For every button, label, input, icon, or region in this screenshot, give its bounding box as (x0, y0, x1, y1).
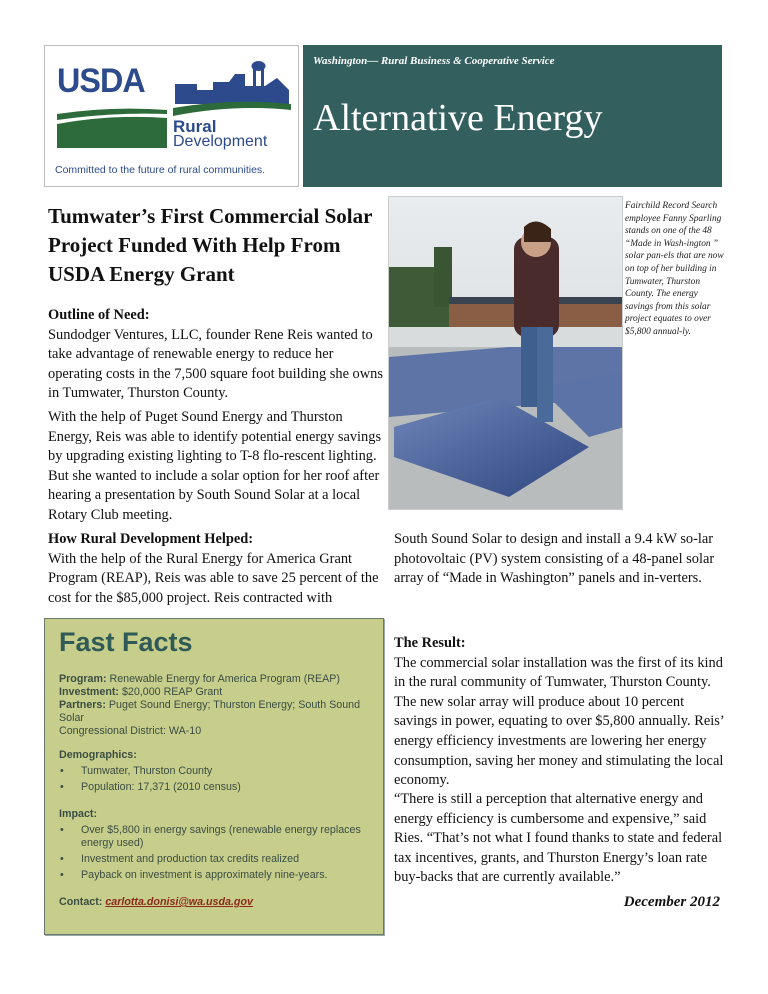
fast-facts-box (44, 618, 384, 935)
outline-paragraph-2 (48, 408, 384, 526)
article-headline: Tumwater’s First Commercial Solar Project Funded With Help From USDA Energy Grant (48, 204, 373, 286)
impact-list (59, 824, 377, 882)
outline-of-need-section (48, 306, 384, 404)
paragraph: With the help of Puget Sound Energy and Thurston Energy, Reis was able to identify potential energy savings by upgrading existing lighting to T-8 flo-rescent lighting. But she wanted to include a solar option for her roof after hearing a presentation by South Sound Solar at a local Rotary Club meeting. (48, 409, 382, 523)
rural-wordmark: Rural (173, 117, 217, 136)
list-item: • Payback on investment is approximately nine-years. (59, 869, 377, 882)
fast-facts-title: Fast Facts (59, 627, 193, 657)
photo-illustration (389, 197, 623, 510)
partners-line (59, 699, 377, 725)
quote-paragraph (394, 790, 728, 888)
page-title: Alternative Energy (313, 97, 603, 139)
list-item: • Population: 17,371 (2010 census) (59, 781, 377, 794)
header-band (303, 45, 722, 187)
fast-facts-body (59, 673, 377, 909)
program-line (59, 673, 377, 686)
town-skyline-icon (173, 60, 291, 118)
district-line: Congressional District: WA-10 (59, 725, 202, 737)
how-rd-helped-section (48, 530, 384, 608)
how-rd-helped-continued (394, 530, 728, 589)
quote: “There is still a perception that alternative energy and energy efficiency is cumbersome and expensive,” said Ries. “That’s not what I found thanks to state and federal tax incentives, grants, and Thurston Energy’s loan rate buy-backs that are currently available.” (394, 791, 723, 886)
list-item: • Tumwater, Thurston County (59, 765, 377, 778)
paragraph: South Sound Solar to design and install a 9.4 kW so-lar photovoltaic (PV) system consisting of a 48-panel solar array of “Made in Washington” panels and in-verters. (394, 531, 715, 587)
paragraph: Sundodger Ventures, LLC, founder Rene Reis wanted to take advantage of renewable energy to reduce her operating costs in the 7,500 square foot building she owns in Tumwater, Thurston County. (48, 326, 383, 402)
photo-caption: Fairchild Record Search employee Fanny Sparling stands on one of the 48 “Made in Wash-ington ” solar pan-els that are now on top of her building in Tumwater, Thurston County. The energy savings from this solar project equates to over $5,800 annual-ly. (625, 201, 724, 337)
contact-label: Contact: (59, 896, 103, 908)
program-label: Program: (59, 673, 107, 685)
list-item: • Investment and production tax credits realized (59, 853, 377, 866)
demographics-label: Demographics: (59, 749, 137, 761)
impact-label: Impact: (59, 808, 98, 820)
header-subtitle: Washington— Rural Business & Cooperative Service (313, 55, 555, 67)
paragraph: With the help of the Rural Energy for America Grant Program (REAP), Reis was able to save 25 percent of the cost for the $85,000 project. Reis contracted with (48, 550, 379, 606)
contact-line (59, 896, 377, 909)
usda-rural-development-logo (44, 45, 299, 187)
development-wordmark: Development (173, 133, 268, 150)
section-heading: The Result: (394, 635, 466, 651)
list-item: • Over $5,800 in energy savings (renewable energy replaces energy used) (59, 824, 377, 850)
publication-date: December 2012 (623, 894, 720, 910)
investment-line (59, 686, 377, 699)
section-heading: Outline of Need: (48, 307, 150, 323)
contact-email-link[interactable]: carlotta.donisi@wa.usda.gov (105, 896, 253, 908)
section-heading: How Rural Development Helped: (48, 531, 254, 547)
partners-label: Partners: (59, 699, 106, 711)
paragraph: The commercial solar installation was the first of its kind in the rural community of Tumwater, Thurston County. The new solar array will produce about 10 percent savings in power, equating to over $5,800 annually. Reis’ energy efficiency investments are lowering her energy consumption, saving her money and stimulating the local economy. (394, 654, 724, 789)
program-value: Renewable Energy for America Program (REAP) (109, 673, 340, 685)
usda-hills-icon (57, 108, 167, 148)
investment-value: $20,000 REAP Grant (121, 686, 223, 698)
usda-wordmark: USDA (57, 62, 145, 100)
investment-label: Investment: (59, 686, 119, 698)
partners-value: Puget Sound Energy; Thurston Energy; South Sound Solar (59, 699, 361, 724)
solar-panel-photo (388, 196, 623, 510)
demographics-list (59, 765, 377, 794)
result-section (394, 634, 728, 791)
logo-tagline: Committed to the future of rural communities. (55, 164, 266, 176)
